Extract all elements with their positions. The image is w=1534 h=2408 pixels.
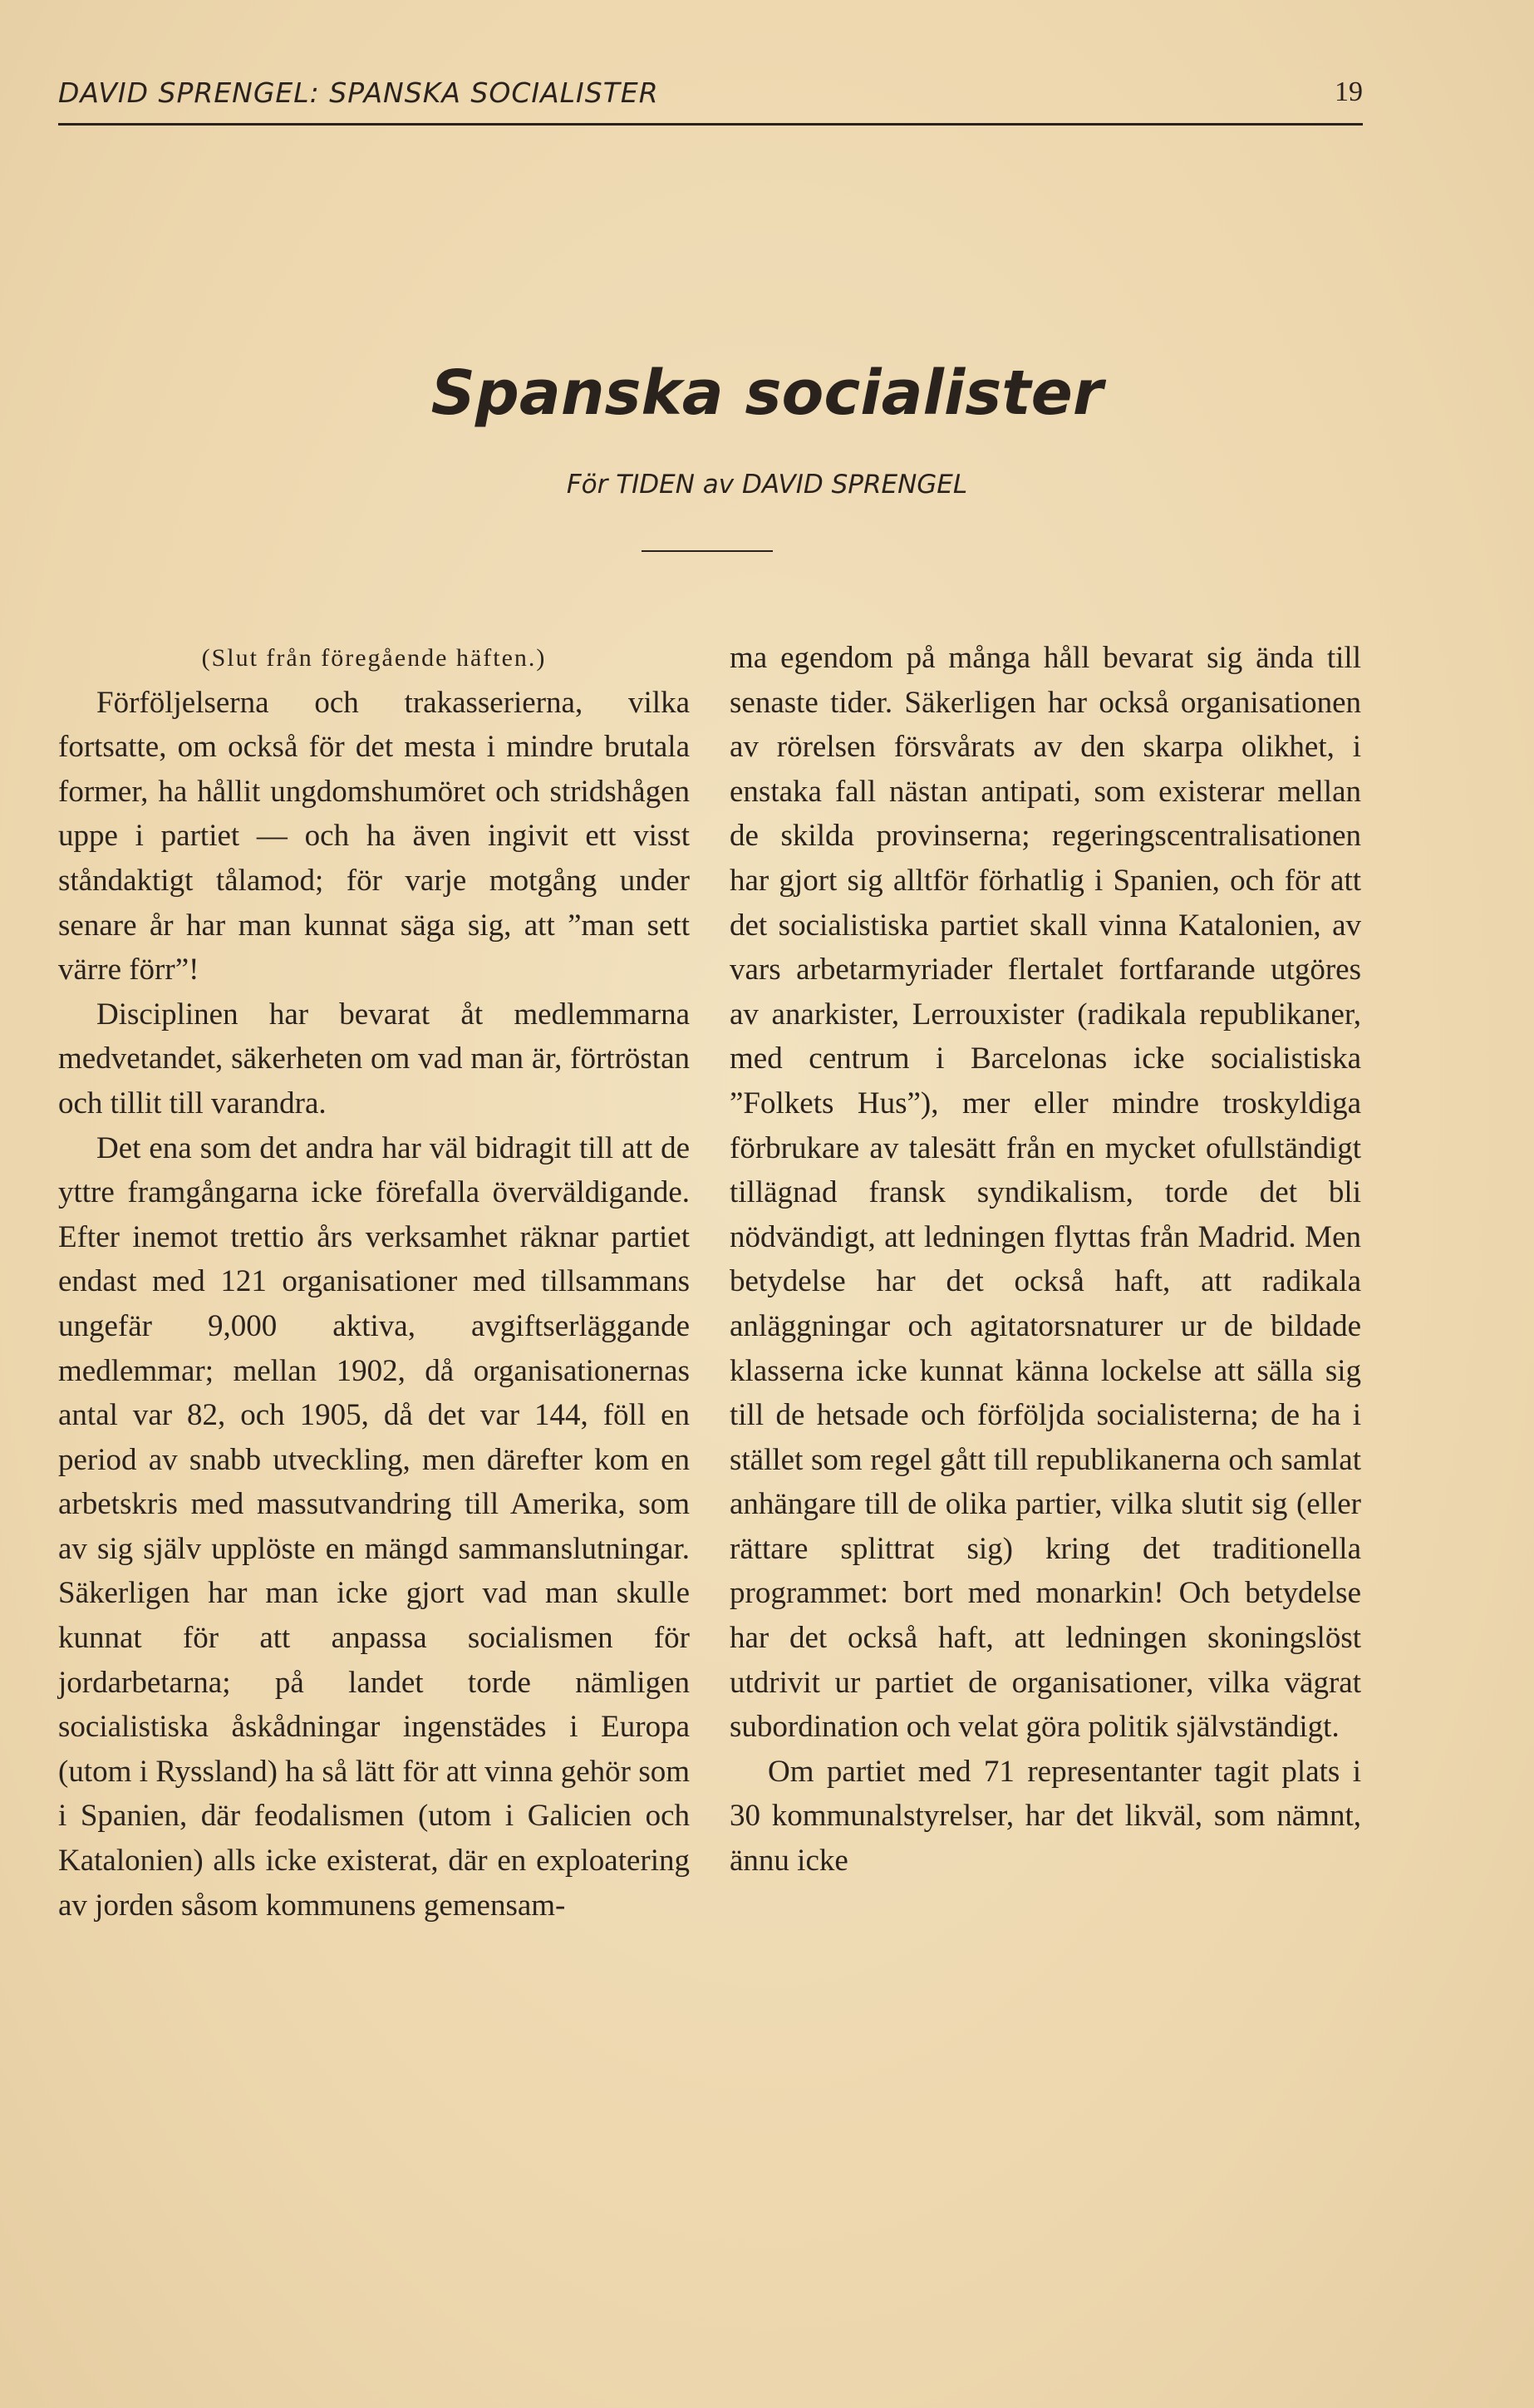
header-rule <box>58 123 1363 126</box>
running-header <box>58 76 1363 126</box>
continuation-note: (Slut från föregående häften.) <box>201 644 547 672</box>
right-column <box>730 636 1361 1884</box>
paragraph: Det ena som det andra har väl bidragit till att de yttre framgångarna icke förefalla överväldigande. Efter inemot trettio års verksamhet räknar partiet endast med 121 organisationer med tillsammans ungefär 9,000 aktiva, avgiftserläggande medlemmar; mellan 1902, då organisationernas antal var 82, och 1905, då det var 144, föll en period av snabb utveckling, men därefter kom en arbetskris med massutvandring till Amerika, som av sig själv upplöste en mängd sammanslutningar. Säkerligen har man icke gjort vad man skulle kunnat för att anpassa socialismen för jordarbetarna; på landet torde nämligen socialistiska åskådningar ingenstädes i Europa (utom i Ryssland) ha så lätt för att vinna gehör som i Spanien, där feodalismen (utom i Galicien och Katalonien) alls icke existerat, där en exploatering av jorden såsom kommunens gemensam- <box>58 1130 690 1923</box>
left-column <box>58 636 690 1928</box>
paragraph: Förföljelserna och trakasserierna, vilka fortsatte, om också för det mesta i mindre brutala former, ha hållit ungdomshumöret och stridshågen uppe i partiet — och ha även ingivit ett visst ståndaktigt tålamod; för varje motgång under senare år har man kunnat säga sig, att ”man sett värre förr”! <box>58 685 690 987</box>
article-title: Spanska socialister <box>430 357 1104 429</box>
paragraph: Om partiet med 71 representanter tagit plats i 30 kommunalstyrelser, har det likväl, som nämnt, ännu icke <box>730 1754 1361 1879</box>
running-title: DAVID SPRENGEL: SPANSKA SOCIALISTER <box>58 76 659 109</box>
page-number: 19 <box>1335 76 1363 107</box>
paragraph: Disciplinen har bevarat åt medlemmarna medvetandet, säkerheten om vad man är, förtröstan och tillit till varandra. <box>58 997 690 1120</box>
title-divider <box>642 550 773 552</box>
article-byline: För TIDEN av DAVID SPRENGEL <box>566 470 968 500</box>
paragraph: ma egendom på många håll bevarat sig ända till senaste tider. Säkerligen har också organisationen av rörelsen försvårats av den skarpa olikhet, i enstaka fall nästan antipati, som existerar mellan de skilda provinserna; regeringscentralisationen har gjort sig alltför förhatlig i Spanien, och för att det socialistiska partiet skall vinna Katalonien, av vars arbetarmyriader flertalet fortfarande utgöres av anarkister, Lerrouxister (radikala republikaner, med centrum i Barcelonas icke socialistiska ”Folkets Hus”), mer eller mindre troskyldiga förbrukare av talesätt från en mycket ofullständigt tillägnad fransk syndikalism, torde det bli nödvändigt, att ledningen flyttas från Madrid. Men betydelse har det också haft, att radikala anläggningar och agitatorsnaturer ur de bildade klasserna icke kunnat känna lockelse att sälla sig till de hetsade och förföljda socialisterna; de ha i stället som regel gått till republikanerna och samlat anhängare till de olika partier, vilka slutit sig (eller rättare splittrat sig) kring det traditionella programmet: bort med monarkin! Och betydelse har det också haft, att ledningen skoningslöst utdrivit ur partiet de organisationer, vilka vägrat subordination och velat göra politik självständigt. <box>730 641 1361 1745</box>
